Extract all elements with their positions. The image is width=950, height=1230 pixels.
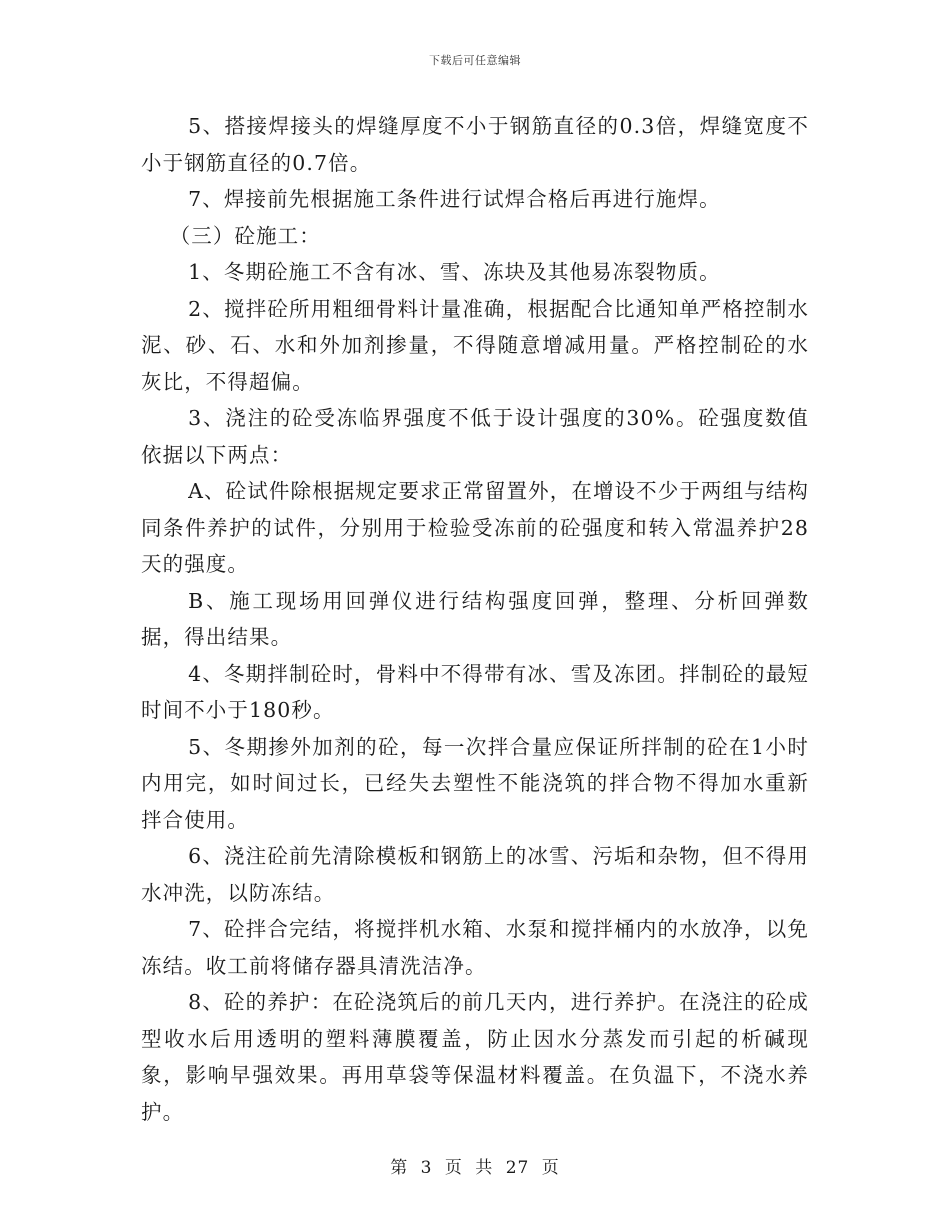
paragraph-item-a: A、砼试件除根据规定要求正常留置外，在增设不少于两组与结构同条件养护的试件，分别用于检验受冻前的砼强度和转入常温养护28天的强度。	[141, 479, 809, 576]
paragraph-trial-weld: 7、焊接前先根据施工条件进行试焊合格后再进行施焊。	[188, 187, 721, 211]
paragraph-item-1: 1、冬期砼施工不含有冰、雪、冻块及其他易冻裂物质。	[188, 260, 721, 284]
paragraph-item-b: B、施工现场用回弹仪进行结构强度回弹，整理、分析回弹数据，得出结果。	[141, 588, 809, 649]
paragraph-weld-thickness: 5、搭接焊接头的焊缝厚度不小于钢筋直径的0.3倍，焊缝宽度不小于钢筋直径的0.7倍。	[141, 114, 809, 175]
page-number: 第 3 页 共 27 页	[390, 1158, 560, 1178]
paragraph-item-7: 7、砼拌合完结，将搅拌机水箱、水泵和搅拌桶内的水放净，以免冻结。收工前将储存器具清洗洁净。	[141, 917, 809, 978]
document-body	[141, 108, 809, 1130]
page-header: 下载后可任意编辑	[429, 54, 521, 67]
paragraph-item-6: 6、浇注砼前先清除模板和钢筋上的冰雪、污垢和杂物，但不得用水冲洗，以防冻结。	[141, 844, 809, 905]
section-heading-concrete: （三）砼施工：	[169, 223, 321, 248]
paragraph-item-4: 4、冬期拌制砼时，骨料中不得带有冰、雪及冻团。拌制砼的最短时间不小于180秒。	[141, 661, 809, 722]
paragraph-item-2: 2、搅拌砼所用粗细骨料计量准确，根据配合比通知单严格控制水泥、砂、石、水和外加剂掺量，不得随意增减用量。严格控制砼的水灰比，不得超偏。	[141, 296, 809, 394]
paragraph-item-8: 8、砼的养护：在砼浇筑后的前几天内，进行养护。在浇注的砼成型收水后用透明的塑料薄膜覆盖，防止因水分蒸发而引起的析碱现象，影响早强效果。再用草袋等保温材料覆盖。在负温下，不浇水养护。	[141, 990, 809, 1124]
paragraph-item-3: 3、浇注的砼受冻临界强度不低于设计强度的30%。砼强度数值依据以下两点：	[141, 406, 809, 467]
paragraph-item-5: 5、冬期掺外加剂的砼，每一次拌合量应保证所拌制的砼在1小时内用完，如时间过长，已经失去塑性不能浇筑的拌合物不得加水重新拌合使用。	[141, 734, 809, 832]
